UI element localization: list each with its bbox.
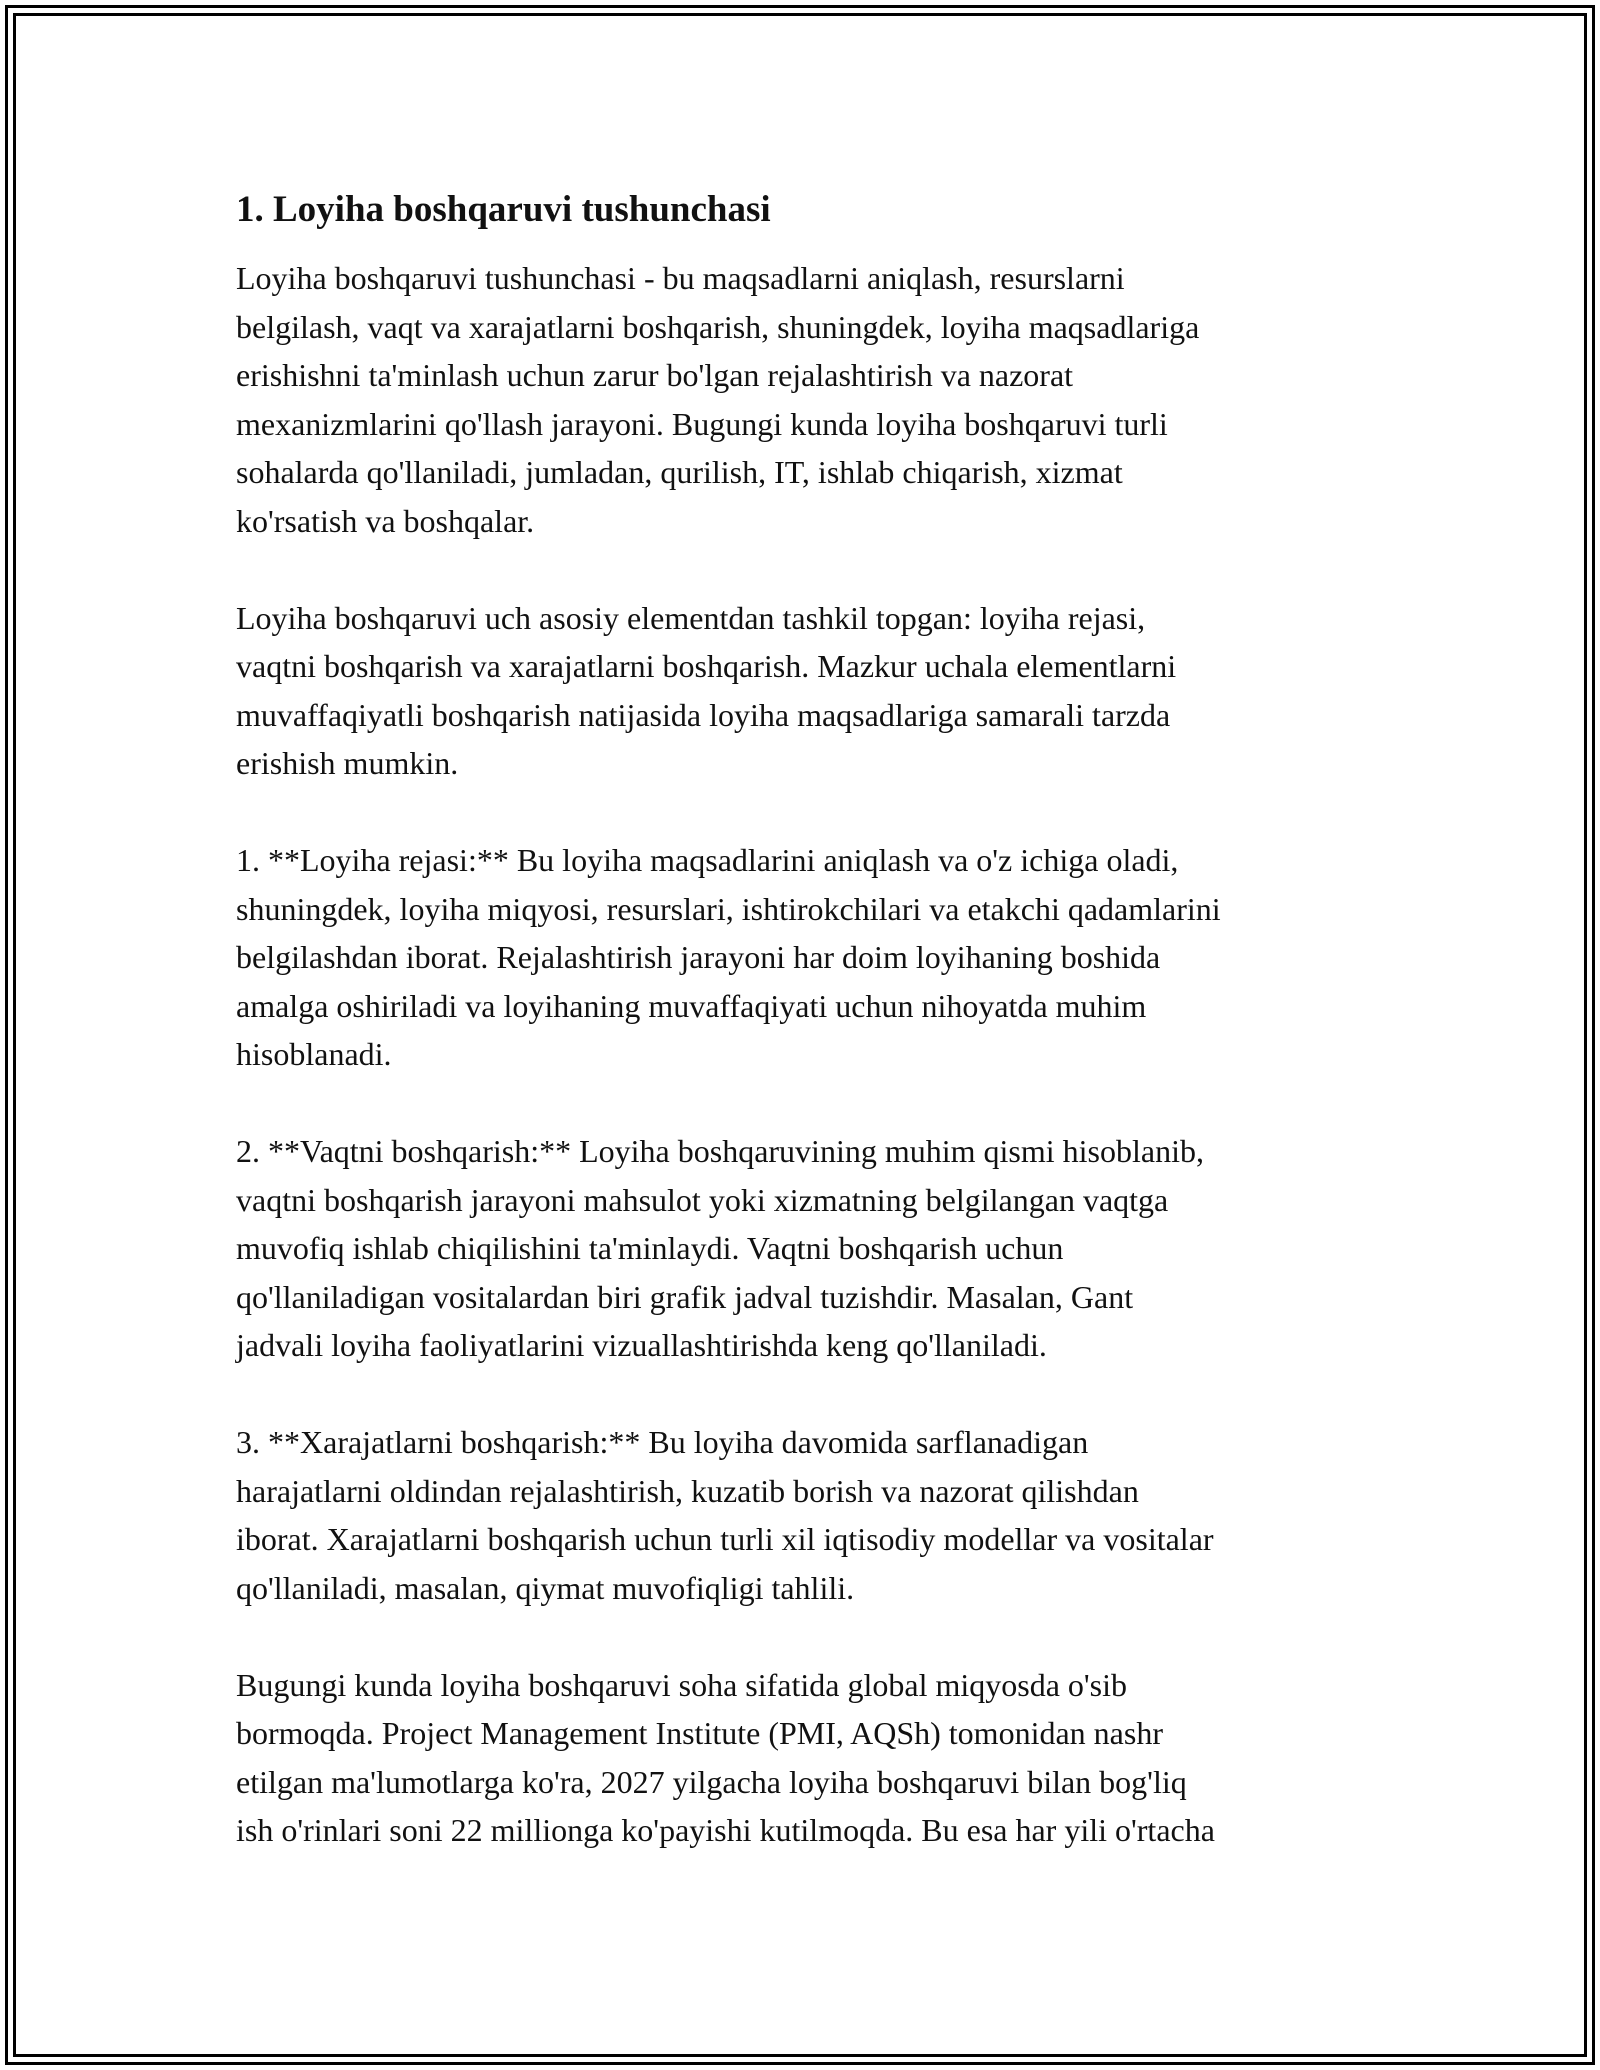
paragraph-elements: Loyiha boshqaruvi uch asosiy elementdan tashkil topgan: loyiha rejasi, vaqtni boshqarish va xarajatlarni boshqarish. Mazkur uchala elementlarni muvaffaqiyatli boshqarish natijasida loyiha maqsadlariga samarali tarzda erishish mumkin. [236, 599, 1177, 781]
paragraph-time-management: 2. **Vaqtni boshqarish:** Loyiha boshqaruvining muhim qismi hisoblanib, vaqtni boshqarish jarayoni mahsulot yoki xizmatning belgilangan vaqtga muvofiq ishlab chiqilishini ta'minlaydi. Vaqtni boshqarish uchun qo'llaniladigan vositalardan biri grafik jadval tuzishdir. Masalan, Gant jadvali loyiha faoliyatlarini vizuallashtirishda keng qo'llaniladi. [236, 1133, 1204, 1363]
paragraph-definition: Loyiha boshqaruvi tushunchasi - bu maqsadlarni aniqlash, resurslarni belgilash, vaqt va xarajatlarni boshqarish, shuningdek, loyiha maqsadlariga erishishni ta'minlash uchun zarur bo'lgan rejalashtirish va nazorat mexanizmlarini qo'llash jarayoni. Bugungi kunda loyiha boshqaruvi turli sohalarda qo'llaniladi, jumladan, qurilish, IT, ishlab chiqarish, xizmat ko'rsatish va boshqalar. [236, 260, 1200, 539]
paragraph-global-growth: Bugungi kunda loyiha boshqaruvi soha sifatida global miqyosda o'sib bormoqda. Project Management Institute (PMI, AQSh) tomonidan nashr etilgan ma'lumotlarga ko'ra, 2027 yilgacha loyiha boshqaruvi bilan bog'liq ish o'rinlari soni 22 millionga ko'payishi kutilmoqda. Bu esa har yili o'rtacha [236, 1666, 1215, 1848]
paragraph-cost-management: 3. **Xarajatlarni boshqarish:** Bu loyiha davomida sarflanadigan harajatlarni oldindan rejalashtirish, kuzatib borish va nazorat qilishdan iborat. Xarajatlarni boshqarish uchun turli xil iqtisodiy modellar va vositalar qo'llaniladi, masalan, qiymat muvofiqligi tahlili. [236, 1424, 1214, 1606]
section-heading: 1. Loyiha boshqaruvi tushunchasi [236, 189, 771, 230]
document-body [236, 186, 1386, 1903]
paragraph-project-plan: 1. **Loyiha rejasi:** Bu loyiha maqsadlarini aniqlash va o'z ichiga oladi, shuningdek, loyiha miqyosi, resurslari, ishtirokchilari va etakchi qadamlarini belgilashdan iborat. Rejalashtirish jarayoni har doim loyihaning boshida amalga oshiriladi va loyihaning muvaffaqiyati uchun nihoyatda muhim hisoblanadi. [236, 842, 1221, 1072]
